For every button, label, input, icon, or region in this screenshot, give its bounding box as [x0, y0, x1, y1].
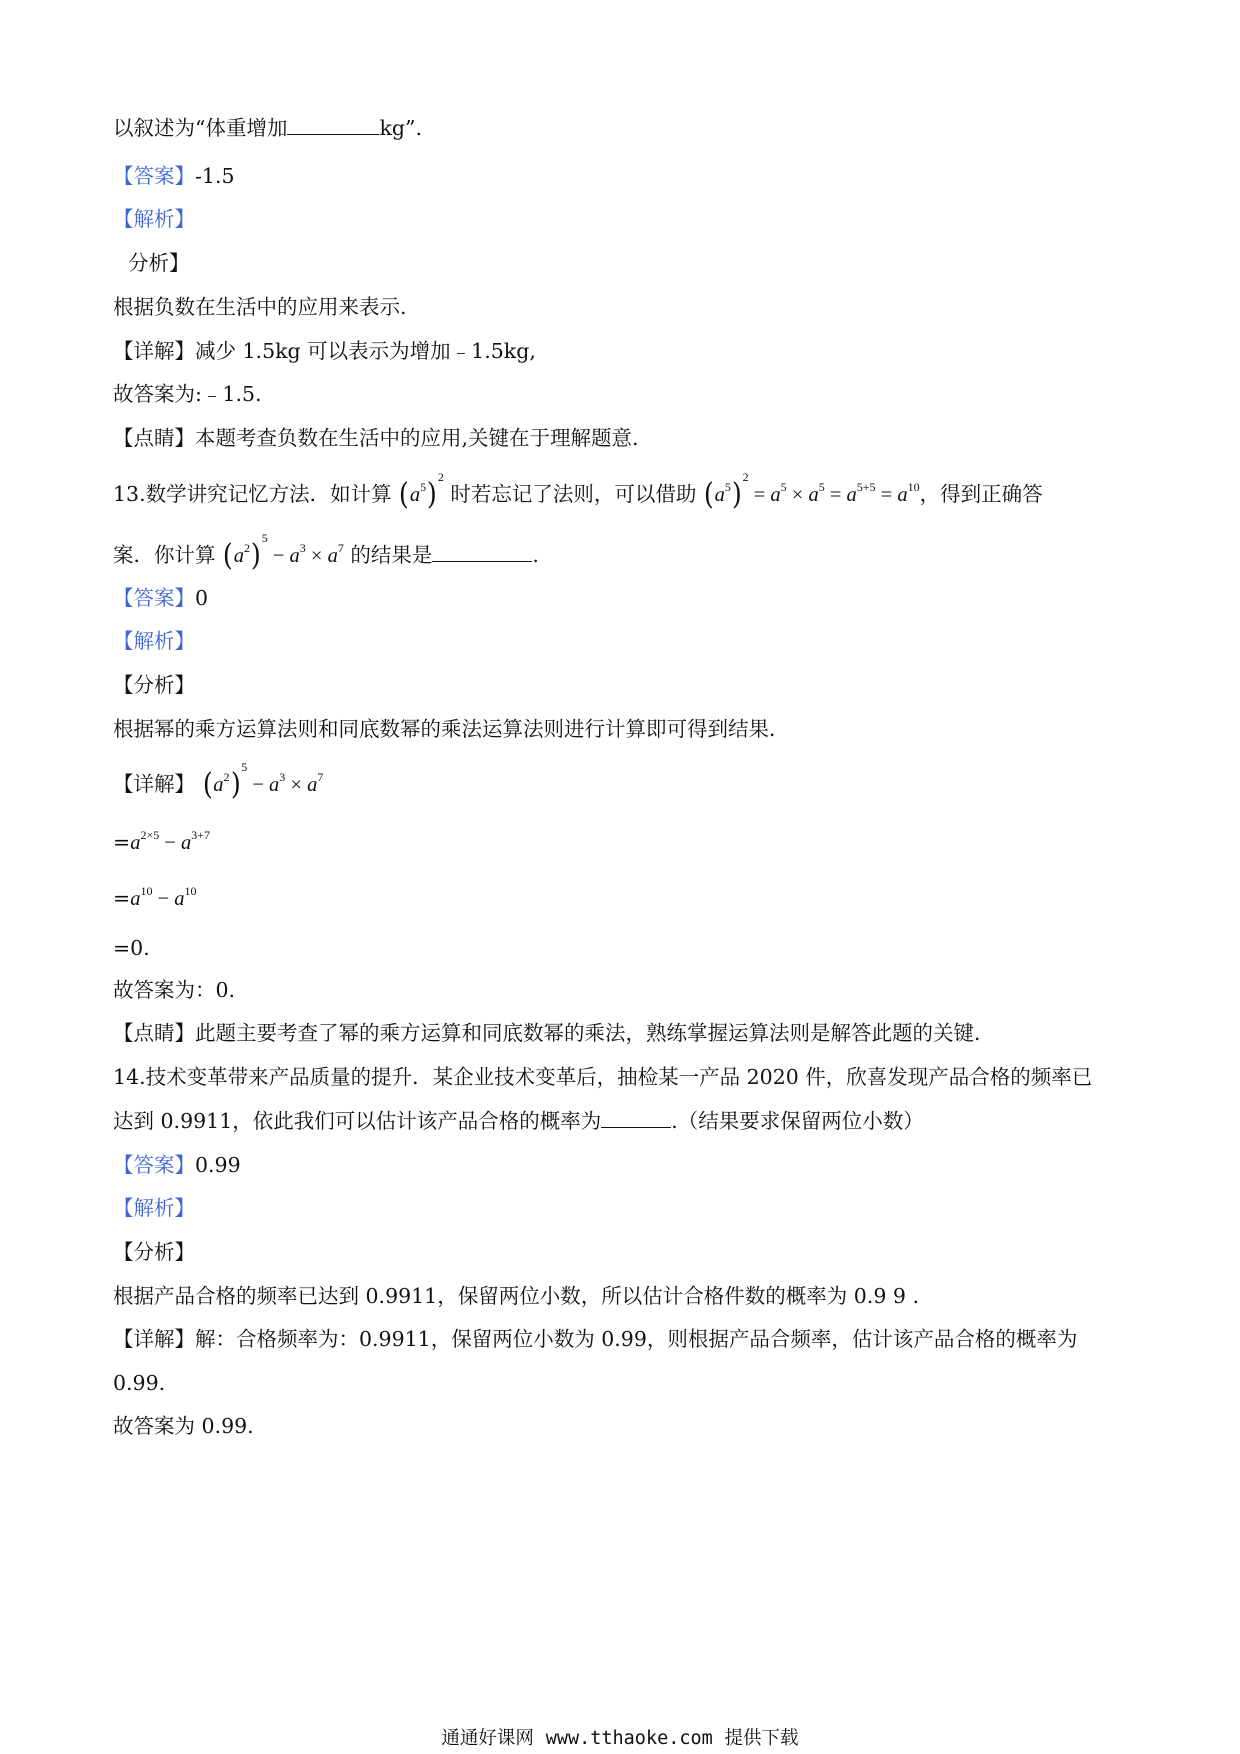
- q13-dianjing: [113, 1018, 995, 1048]
- q12-dianjing: [113, 423, 639, 453]
- equals-sign: =: [113, 829, 131, 854]
- q14-conclusion: 故答案为 0.99.: [113, 1414, 254, 1438]
- q14-fenxi-label: 【分析】: [113, 1240, 195, 1264]
- q12-fenxi-text: 根据负数在生活中的应用来表示.: [113, 295, 407, 319]
- detail-label: 【详解】: [113, 1327, 195, 1351]
- footer-url-link[interactable]: www.tthaoke.com: [545, 1728, 713, 1749]
- q14-stem-text: 达到 0.9911，依此我们可以估计该产品合格的概率为: [113, 1109, 602, 1133]
- answer-blank: [432, 543, 532, 562]
- q13-step2: [113, 878, 197, 914]
- q12-stem-unit: kg”.: [379, 116, 423, 140]
- math-expression-expansion: $(a^5)^2 = a^5 \times a^5 = a^{5+5} = a^{10}$: [703, 470, 920, 512]
- q13-step1: [113, 822, 210, 858]
- q14-answer: [113, 1150, 241, 1180]
- answer-label: 【答案】: [113, 586, 195, 610]
- math-expression-a5-squared: $(a^5)^2$: [399, 470, 444, 512]
- answer-label: 【答案】: [113, 164, 195, 188]
- detail-text: 解：合格频率为：0.9911，保留两位小数为 0.99，则根据产品合频率，估计该产品合格的概率为: [195, 1327, 1078, 1351]
- q14-stem-line1: 14.技术变革带来产品质量的提升．某企业技术变革后，抽检某一产品 2020 件，欣喜发现产品合格的频率已: [113, 1065, 1093, 1089]
- math-expression-question: $(a^2)^5 - a^3 \times a^7$: [222, 531, 344, 573]
- detail-label: 【详解】: [113, 339, 195, 363]
- q13-stem-text: 时若忘记了法则，可以借助: [450, 481, 697, 506]
- q14-stem-text: .（结果要求保留两位小数）: [671, 1109, 924, 1133]
- footer-suffix: 提供下载: [724, 1728, 799, 1749]
- dianjing-label: 【点睛】: [113, 1021, 195, 1045]
- q12-stem-tail: [113, 113, 422, 143]
- math-expression-step2: $a^{10} - a^{10}$: [130, 884, 197, 910]
- q13-stem-text: 13.数学讲究记忆方法．如计算: [113, 481, 392, 506]
- q12-detail: [113, 336, 536, 366]
- page-footer: [0, 1724, 1240, 1750]
- math-expression-step1: $a^{2\times 5} - a^{3+7}$: [130, 828, 211, 854]
- dianjing-text: 此题主要考查了幂的乘方运算和同底数幂的乘法，熟练掌握运算法则是解答此题的关键．: [195, 1021, 995, 1045]
- q13-conclusion: 故答案为：0.: [113, 978, 236, 1002]
- q12-fenxi-label: 分析】: [128, 251, 190, 275]
- q12-conclusion: 故答案为:﹣1.5.: [113, 382, 262, 406]
- q14-fenxi-text: 根据产品合格的频率已达到 0.9911，保留两位小数，所以估计合格件数的概率为 0.9 9 .: [113, 1284, 919, 1308]
- q13-fenxi-text: 根据幂的乘方运算法则和同底数幂的乘法运算法则进行计算即可得到结果．: [113, 717, 790, 741]
- q13-step3: =0.: [113, 936, 150, 960]
- answer-value: 0: [195, 586, 209, 610]
- answer-value: -1.5: [195, 164, 235, 188]
- equals-sign: =: [113, 885, 131, 910]
- q13-detail: [113, 760, 324, 802]
- q13-stem-line1: [113, 470, 1043, 512]
- detail-text: 减少 1.5kg 可以表示为增加﹣1.5kg,: [195, 339, 536, 363]
- q13-analysis-label: 【解析】: [113, 629, 195, 653]
- footer-site-name: 通通好课网: [441, 1728, 534, 1749]
- q13-answer: [113, 583, 208, 613]
- detail-label: 【详解】: [113, 771, 195, 796]
- q14-stem-line2: [113, 1106, 924, 1136]
- q13-stem-text: 的结果是: [350, 542, 433, 567]
- q12-analysis-label: 【解析】: [113, 207, 195, 231]
- q13-stem-text: .: [532, 542, 539, 567]
- q12-stem-text: 以叙述为“体重增加: [113, 116, 288, 140]
- q13-stem-line2: [113, 531, 539, 573]
- q13-stem-text: ，得到正确答: [919, 481, 1043, 506]
- answer-value: 0.99: [195, 1153, 241, 1177]
- q14-detail: [113, 1324, 1077, 1354]
- q14-detail-cont: 0.99.: [113, 1371, 166, 1395]
- q13-stem-text: 案．你计算: [113, 542, 216, 567]
- q13-fenxi-label: 【分析】: [113, 673, 195, 697]
- math-expression-detail: $(a^2)^5 - a^3 \times a^7$: [202, 760, 324, 802]
- dianjing-text: 本题考查负数在生活中的应用,关键在于理解题意.: [195, 426, 639, 450]
- dianjing-label: 【点睛】: [113, 426, 195, 450]
- answer-blank: [287, 116, 379, 135]
- q14-analysis-label: 【解析】: [113, 1196, 195, 1220]
- answer-label: 【答案】: [113, 1153, 195, 1177]
- q12-answer: [113, 161, 235, 191]
- answer-blank: [601, 1109, 671, 1128]
